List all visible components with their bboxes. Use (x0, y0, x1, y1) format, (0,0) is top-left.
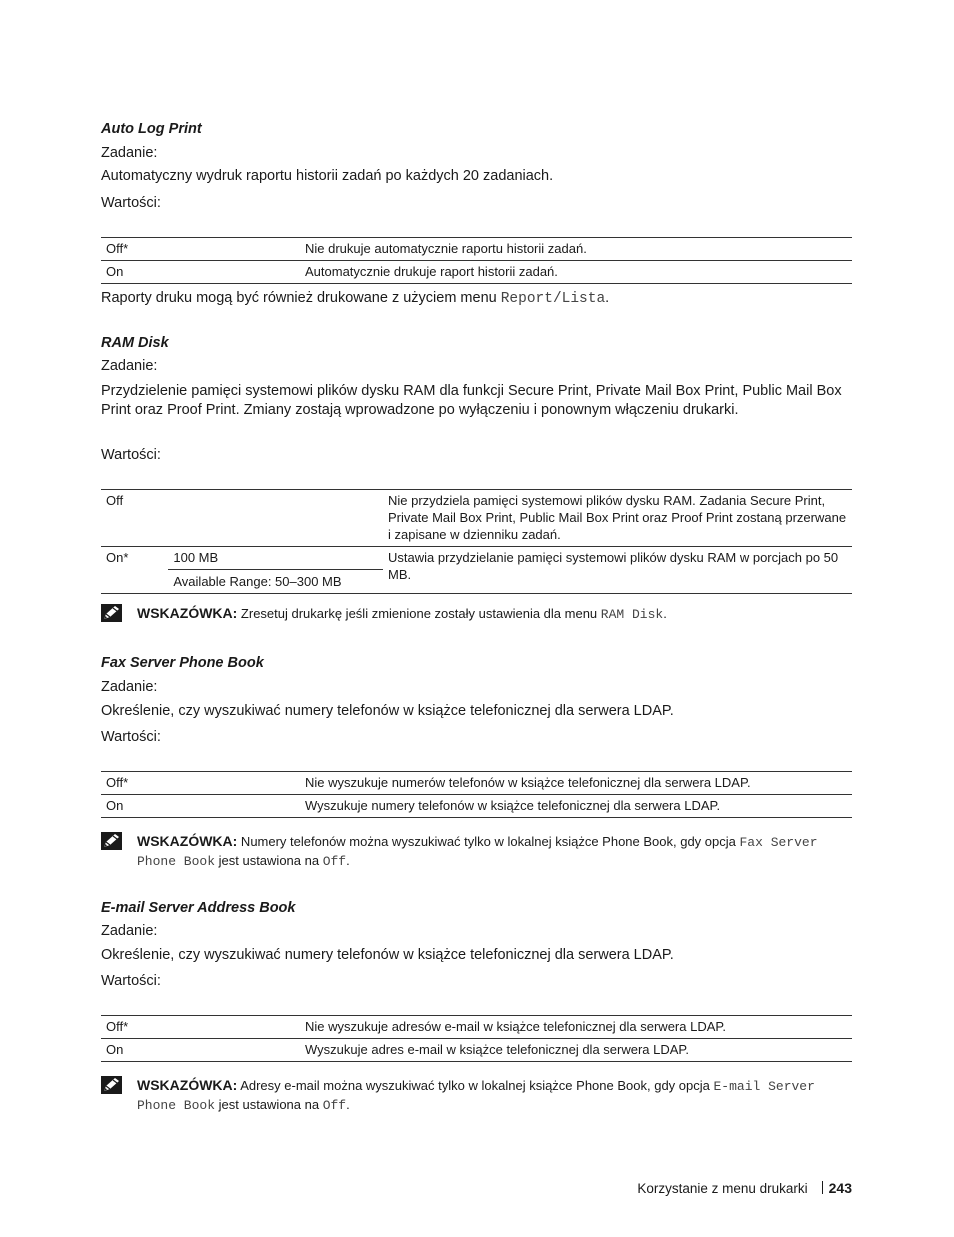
section-title-ram-disk: RAM Disk (101, 335, 169, 351)
description-cell: Wyszukuje adres e-mail w książce telefonicznej dla serwera LDAP. (305, 1042, 690, 1057)
description-cell: Nie przydziela pamięci systemowi plików dysku RAM. Zadania Secure Print, Private Mail Box Print, Public Mail Box Print oraz Proof Print zostaną przerwane i zapisane w dzienniku zadań. (388, 493, 847, 542)
note-body: Adresy e-mail można wyszukiwać tylko w lokalnej książce Phone Book, gdy opcja (237, 1078, 714, 1093)
note-label: WSKAZÓWKA: (137, 605, 238, 621)
page-footer (600, 1180, 852, 1196)
page-number: 243 (828, 1180, 852, 1196)
wartosci-label: Wartości: (101, 973, 161, 989)
description-cell: Nie wyszukuje adresów e-mail w książce telefonicznej dla serwera LDAP. (305, 1019, 726, 1034)
value-code: Off (322, 1098, 347, 1113)
size-option: 100 MB (168, 547, 383, 570)
pencil-note-icon (101, 832, 122, 850)
note-text (137, 1076, 852, 1115)
note-body-mid: jest ustawiona na (215, 1097, 323, 1112)
section-description: Określenie, czy wyszukiwać numery telefonów w książce telefonicznej dla serwera LDAP. (101, 703, 674, 719)
note-end: . (663, 606, 667, 621)
footnote-end: . (605, 290, 610, 306)
description-cell: Nie wyszukuje numerów telefonów w książce telefonicznej dla serwera LDAP. (305, 775, 751, 790)
note-body: Zresetuj drukarkę jeśli zmienione zostały ustawienia dla menu (237, 606, 601, 621)
zadanie-label: Zadanie: (101, 145, 158, 161)
section-title-email-server-address-book: E-mail Server Address Book (101, 900, 296, 916)
value-label: On* (106, 550, 129, 565)
section-description: Przydzielenie pamięci systemowi plików dysku RAM dla funkcji Secure Print, Private Mail Box Print, Public Mail Box Print oraz Proof Print. Zmiany zostają wprowadzone po wyłączeniu i ponownym włączeniu drukarki. (101, 383, 842, 418)
table-row (101, 547, 852, 594)
description-cell: Wyszukuje numery telefonów w książce telefonicznej dla serwera LDAP. (305, 798, 721, 813)
option-code: Fax Server Phone Book (137, 835, 818, 869)
menu-code: RAM Disk (600, 607, 664, 622)
report-footnote (101, 289, 851, 309)
value-cell (101, 547, 168, 594)
table-row (101, 1039, 852, 1062)
table-row (101, 238, 852, 261)
menu-code: Report/Lista (500, 291, 606, 307)
value-suboptions (168, 547, 383, 594)
footnote-text: Raporty druku mogą być również drukowane z użyciem menu (101, 290, 501, 306)
table-row (101, 490, 852, 547)
footer-separator (822, 1181, 823, 1194)
note-label: WSKAZÓWKA: (137, 1077, 238, 1093)
section-description: Automatyczny wydruk raportu historii zadań po każdych 20 zadaniach. (101, 168, 554, 184)
value-cell: On (106, 1042, 124, 1057)
note-text (137, 832, 852, 871)
values-table-ram-disk (101, 489, 852, 594)
value-cell: On (106, 264, 124, 279)
note-body: Numery telefonów można wyszukiwać tylko w lokalnej książce Phone Book, gdy opcja (237, 834, 740, 849)
table-row (101, 772, 852, 795)
value-cell: Off* (106, 241, 129, 256)
section-title-fax-server-phone-book: Fax Server Phone Book (101, 655, 264, 671)
zadanie-label: Zadanie: (101, 923, 158, 939)
values-table-auto-log (101, 237, 852, 284)
description-cell: Nie drukuje automatycznie raportu historii zadań. (305, 241, 587, 256)
note-body-mid: jest ustawiona na (215, 853, 323, 868)
table-row (101, 795, 852, 818)
description-cell: Automatycznie drukuje raport historii zadań. (305, 264, 558, 279)
table-row (101, 1016, 852, 1039)
value-cell: Off* (106, 775, 129, 790)
chapter-title: Korzystanie z menu drukarki (637, 1181, 808, 1196)
values-table-email-book (101, 1015, 852, 1062)
table-row (101, 261, 852, 284)
zadanie-label: Zadanie: (101, 358, 158, 374)
value-code: Off (322, 854, 347, 869)
note-end: . (346, 853, 350, 868)
wartosci-label: Wartości: (101, 195, 161, 211)
wartosci-label: Wartości: (101, 447, 161, 463)
value-cell: On (106, 798, 124, 813)
values-table-fax-book (101, 771, 852, 818)
note-label: WSKAZÓWKA: (137, 833, 238, 849)
section-title-auto-log-print: Auto Log Print (101, 121, 202, 137)
pencil-note-icon (101, 1076, 122, 1094)
pencil-note-icon (101, 604, 122, 622)
wartosci-label: Wartości: (101, 729, 161, 745)
note-end: . (346, 1097, 350, 1112)
description-cell: Ustawia przydzielanie pamięci systemowi plików dysku RAM w porcjach po 50 MB. (388, 550, 839, 582)
range-option: Available Range: 50–300 MB (173, 574, 342, 589)
option-code: E-mail Server Phone Book (137, 1079, 815, 1113)
value-cell: Off (106, 493, 124, 508)
section-description: Określenie, czy wyszukiwać numery telefonów w książce telefonicznej dla serwera LDAP. (101, 947, 674, 963)
zadanie-label: Zadanie: (101, 679, 158, 695)
value-cell: Off* (106, 1019, 129, 1034)
note-text (137, 604, 852, 624)
